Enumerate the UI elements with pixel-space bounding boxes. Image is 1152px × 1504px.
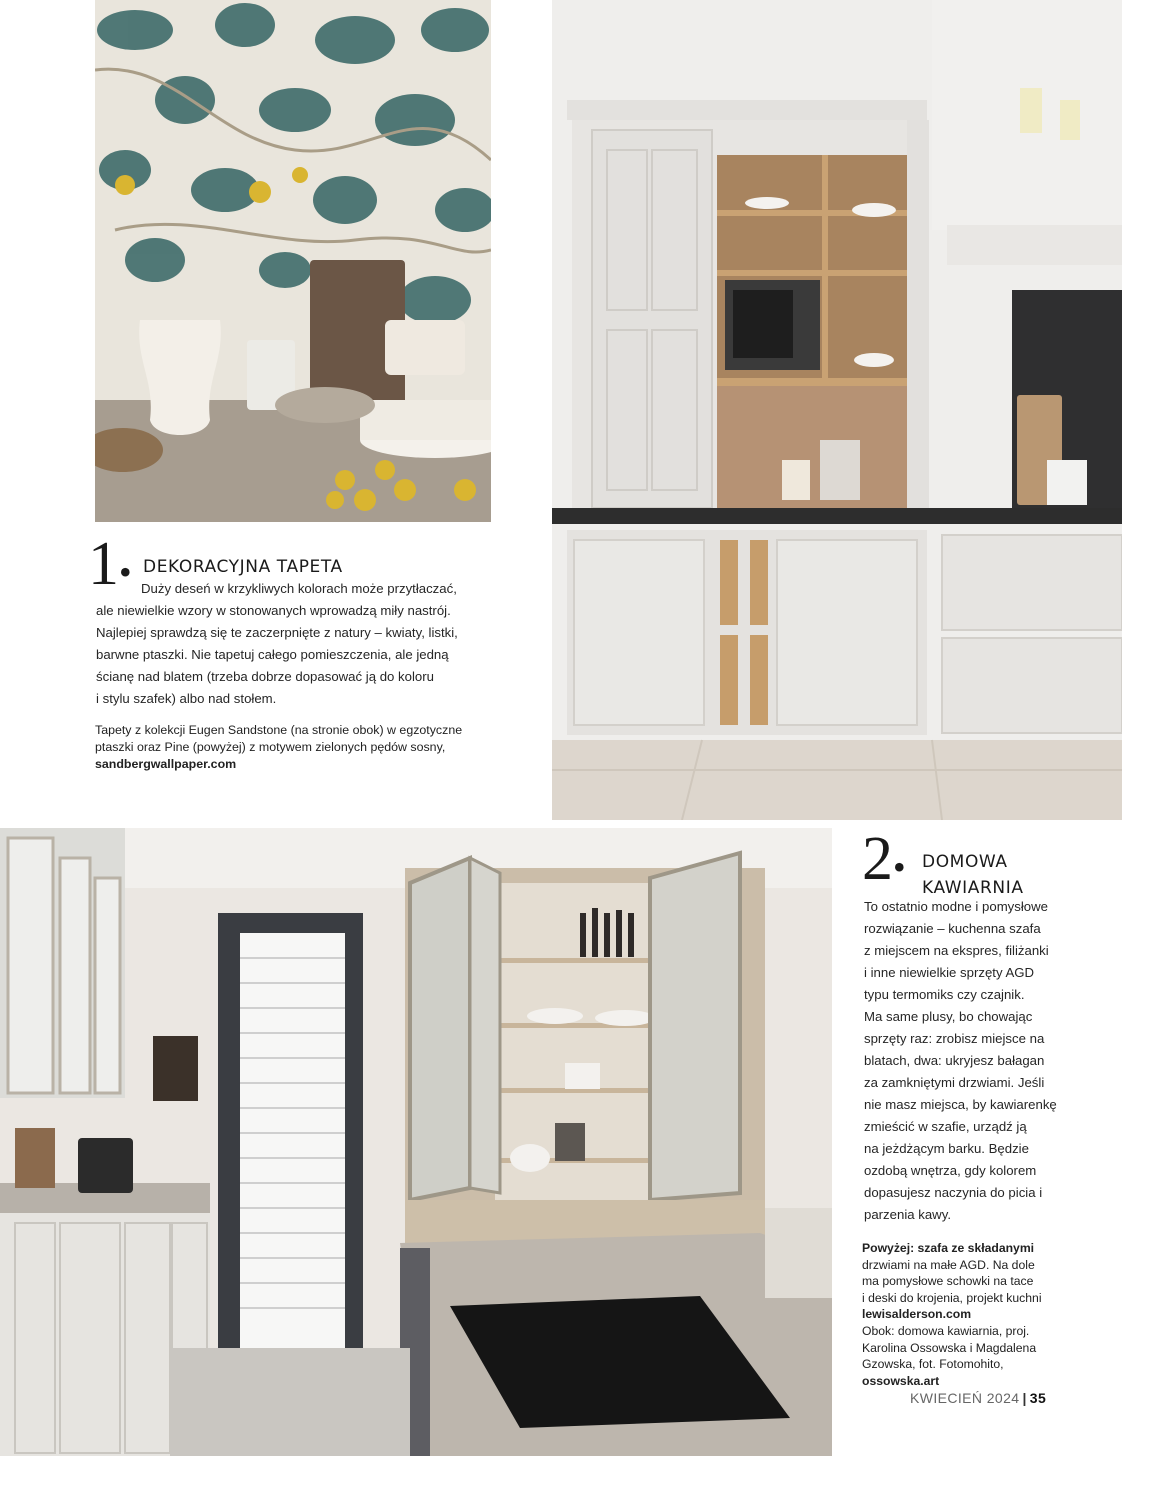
body-line: parzenia kawy. bbox=[864, 1207, 951, 1222]
section-2-number: 2• bbox=[862, 825, 906, 893]
body-line: za zamkniętymi drzwiami. Jeśli bbox=[864, 1075, 1045, 1090]
section-1-number: 1• bbox=[88, 530, 132, 598]
body-line: nie masz miejsca, by kawiarenkę bbox=[864, 1097, 1057, 1112]
footer-separator: | bbox=[1022, 1390, 1027, 1406]
caption-line: ma pomysłowe schowki na tace bbox=[862, 1274, 1034, 1289]
body-line: rozwiązanie – kuchenna szafa bbox=[864, 921, 1041, 936]
body-line: Ma same plusy, bo chowając bbox=[864, 1009, 1033, 1024]
body-line: i inne niewielkie sprzęty AGD bbox=[864, 965, 1035, 980]
issue-date: KWIECIEŃ 2024 bbox=[910, 1390, 1020, 1406]
page-number: 35 bbox=[1029, 1390, 1047, 1406]
modern-kitchen-photo bbox=[0, 828, 832, 1456]
body-line: ścianę nad blatem (trzeba dobrze dopasować ją do koloru bbox=[96, 669, 434, 684]
section-1-caption bbox=[95, 722, 495, 773]
body-line: na jeżdżącym barku. Będzie bbox=[864, 1141, 1029, 1156]
wallpaper-still-life-photo bbox=[95, 0, 491, 522]
caption-line: Tapety z kolekcji Eugen Sandstone (na stronie obok) w egzotyczne bbox=[95, 723, 463, 737]
caption-link: sandbergwallpaper.com bbox=[95, 757, 237, 771]
caption-line: Karolina Ossowska i Magdalena bbox=[862, 1340, 1037, 1355]
body-line: typu termomiks czy czajnik. bbox=[864, 987, 1025, 1002]
caption-line: Powyżej: szafa ze składanymi bbox=[862, 1241, 1035, 1255]
body-line: ale niewielkie wzory w stonowanych wprowadzą miły nastrój. bbox=[96, 603, 451, 618]
caption-link: ossowska.art bbox=[862, 1373, 940, 1388]
page-footer bbox=[910, 1390, 1046, 1406]
body-line: dopasujesz naczynia do picia i bbox=[864, 1185, 1043, 1200]
caption-link: lewisalderson.com bbox=[862, 1307, 972, 1322]
body-line: sprzęty raz: zrobisz miejsce na bbox=[864, 1031, 1045, 1046]
section-2-body bbox=[864, 896, 1074, 1226]
body-line: Duży deseń w krzykliwych kolorach może przytłaczać, bbox=[141, 581, 457, 596]
body-line: Najlepiej sprawdzą się te zaczerpnięte z natury – kwiaty, listki, bbox=[96, 625, 458, 640]
body-line: z miejscem na ekspres, filiżanki bbox=[864, 943, 1049, 958]
section-2-heading bbox=[922, 849, 1024, 901]
body-line: i stylu szafek) albo nad stołem. bbox=[96, 691, 277, 706]
heading-line: DOMOWA bbox=[922, 852, 1008, 872]
body-line: To ostatnio modne i pomysłowe bbox=[864, 899, 1048, 914]
caption-line: Obok: domowa kawiarnia, proj. bbox=[862, 1323, 1030, 1338]
caption-line: i deski do krojenia, projekt kuchni bbox=[862, 1290, 1042, 1305]
body-line: zmieścić w szafie, urządź ją bbox=[864, 1119, 1027, 1134]
caption-line: drzwiami na małe AGD. Na dole bbox=[862, 1257, 1035, 1272]
heading-line: KAWIARNIA bbox=[922, 878, 1024, 898]
caption-line: ptaszki oraz Pine (powyżej) z motywem zielonych pędów sosny, bbox=[95, 740, 446, 754]
body-line: ozdobą wnętrza, gdy kolorem bbox=[864, 1163, 1037, 1178]
caption-line: Gzowska, fot. Fotomohito, bbox=[862, 1357, 1004, 1372]
body-line: blatach, dwa: ukryjesz bałagan bbox=[864, 1053, 1045, 1068]
appliance-cabinet-photo bbox=[552, 0, 1122, 820]
section-1-heading: DEKORACYJNA TAPETA bbox=[143, 557, 343, 577]
section-2-caption bbox=[862, 1240, 1072, 1389]
body-line: barwne ptaszki. Nie tapetuj całego pomieszczenia, ale jedną bbox=[96, 647, 449, 662]
section-1-body bbox=[96, 578, 496, 710]
